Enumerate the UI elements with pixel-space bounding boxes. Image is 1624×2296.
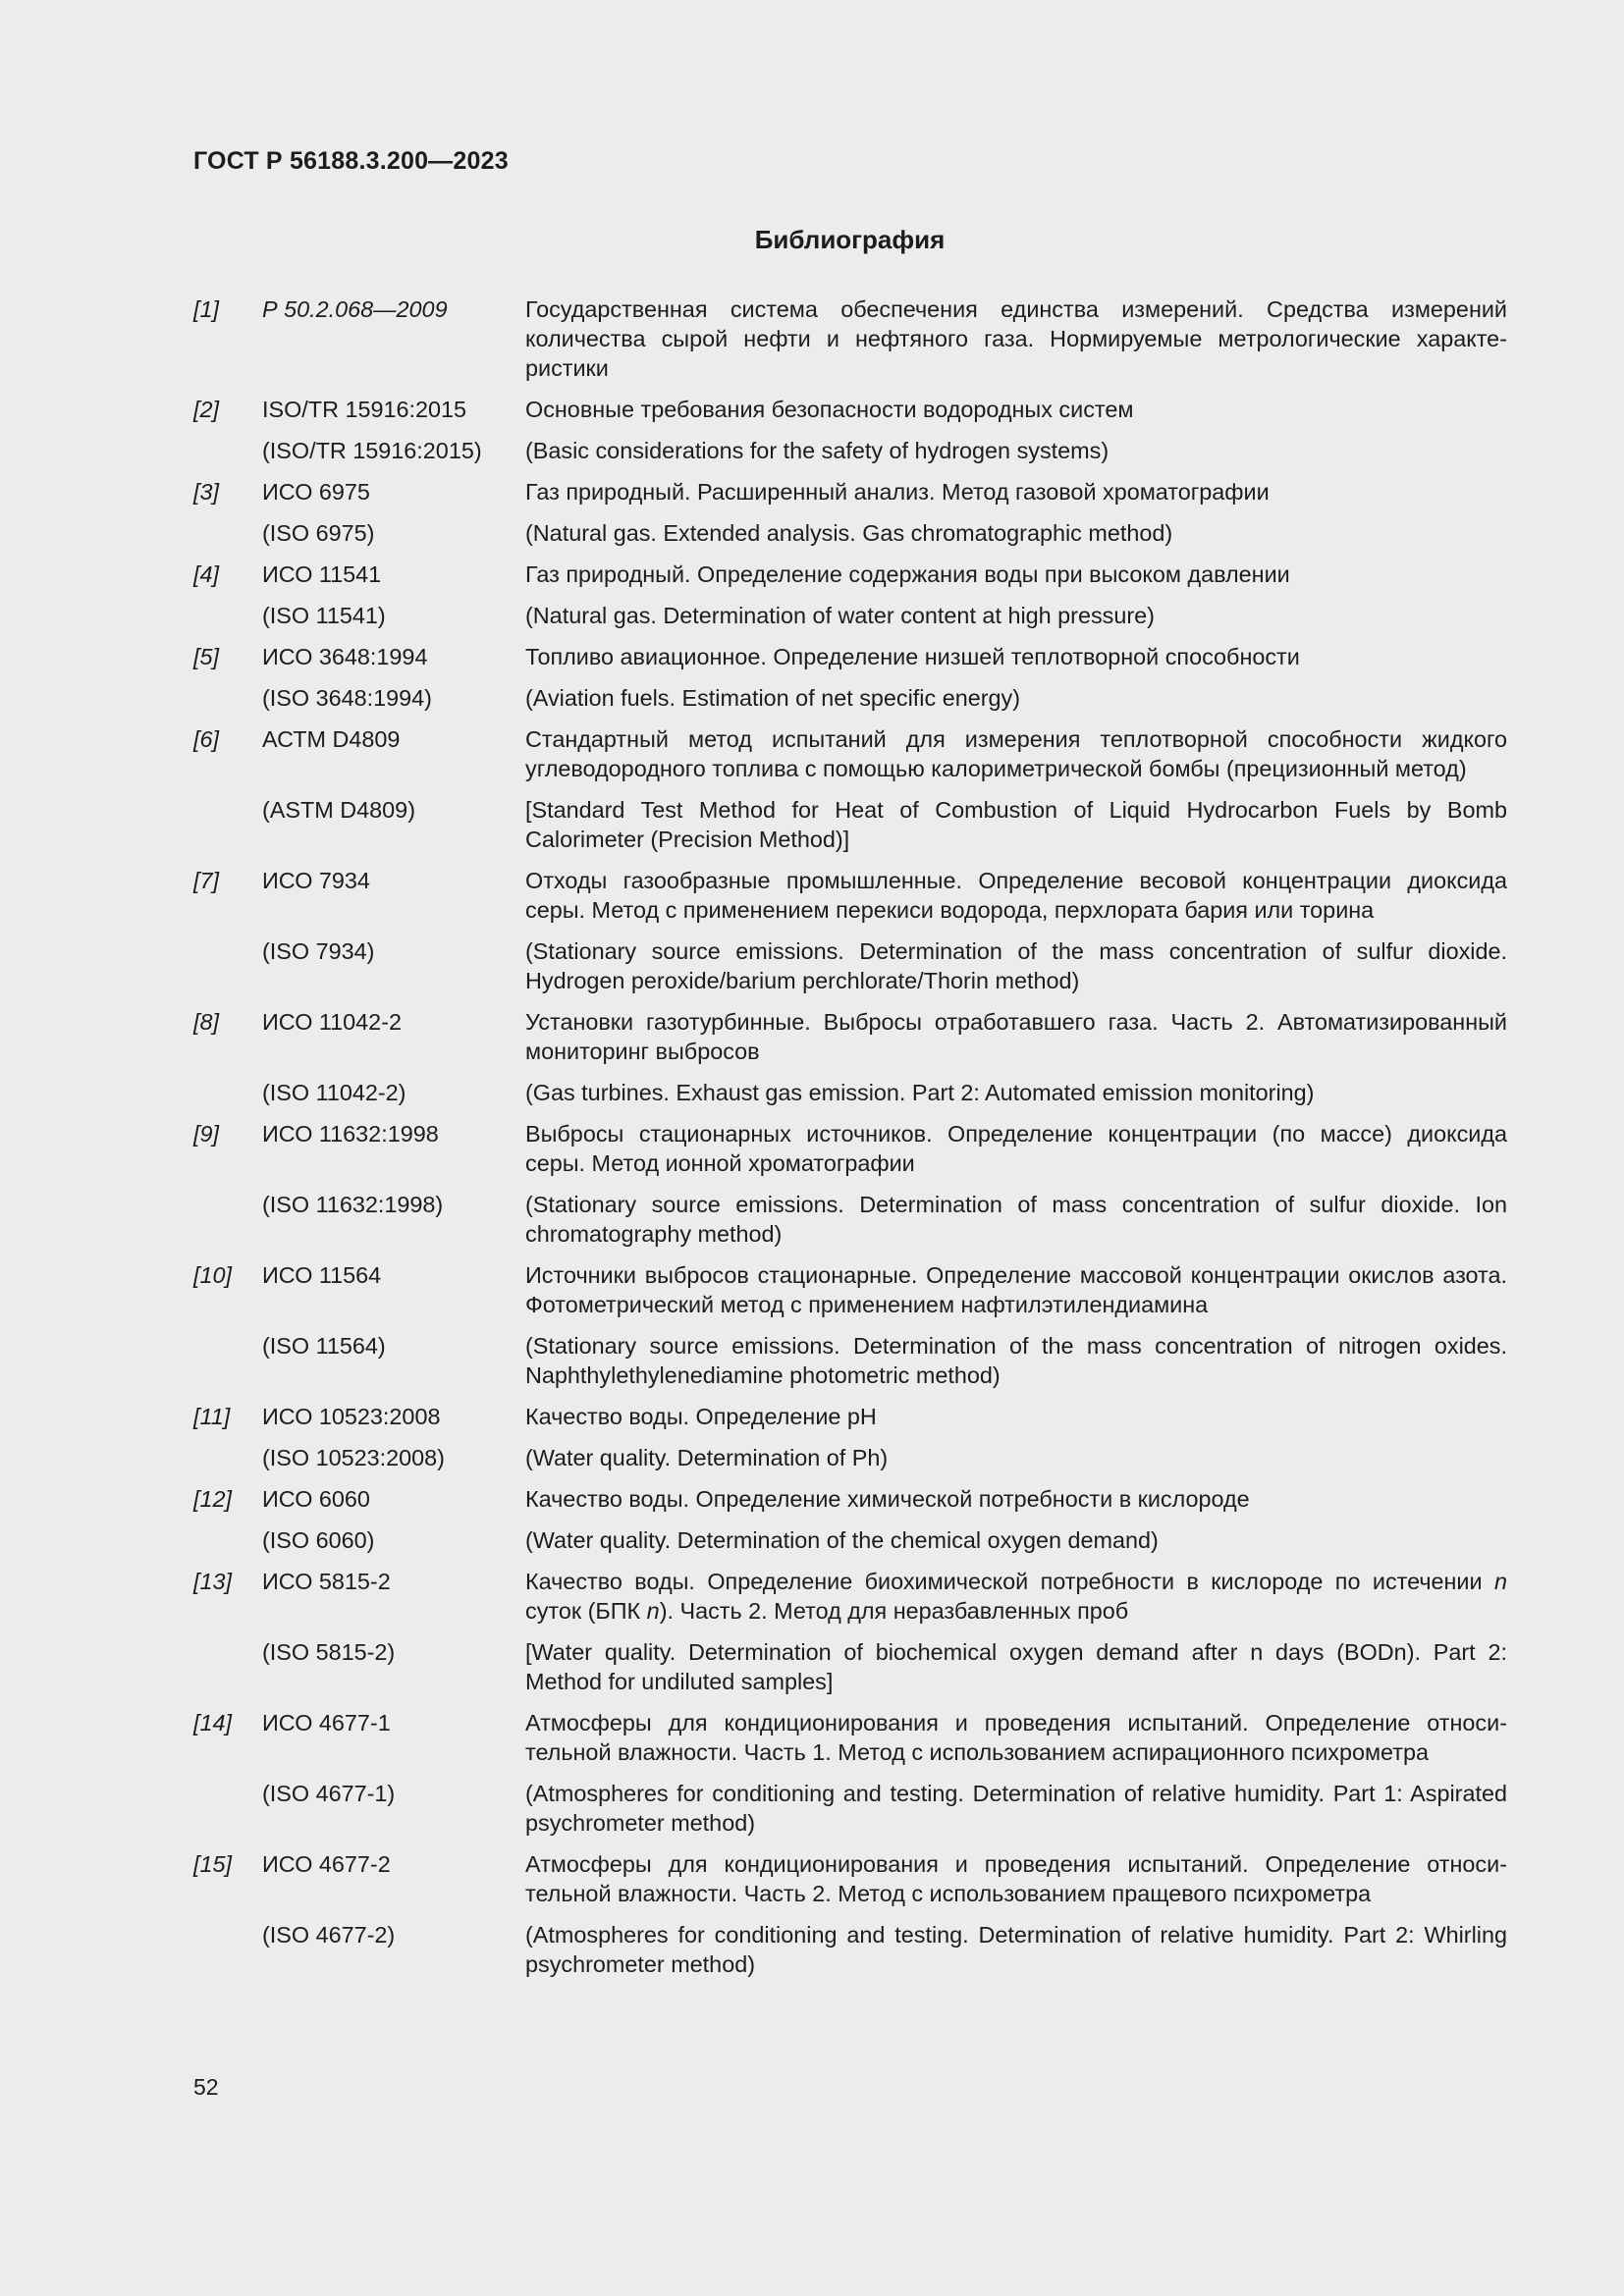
section-title: Библиография — [754, 225, 946, 254]
bibliography-entry — [193, 1443, 1507, 1472]
entry-standard-code: ИСО 7934 — [262, 868, 370, 893]
entry-title: (Basic considerations for the safety of hydrogen systems) — [525, 438, 1110, 463]
bibliography-entry — [193, 477, 1507, 507]
entry-number: [1] — [193, 296, 220, 322]
entry-number — [193, 1443, 262, 1472]
page-number: 52 — [193, 2074, 219, 2100]
bibliography-entry — [193, 518, 1507, 548]
entry-title-part: n — [1493, 1569, 1507, 1594]
entry-title: (Water quality. Determination of Ph) — [525, 1445, 889, 1470]
entry-standard-code: ИСО 6060 — [262, 1486, 370, 1512]
bibliography-entry — [193, 1007, 1507, 1066]
entry-title: (Atmospheres for conditioning and testing. Determination of relative humidity. Part 1: Aspirated psychrometer method) — [525, 1781, 1507, 1836]
entry-title: Топливо авиационное. Определение низшей теплотворной способности — [525, 644, 1300, 669]
bibliography-entry — [193, 866, 1507, 925]
entry-title: Основные требования безопасности водородных систем — [525, 397, 1134, 422]
entry-number — [193, 795, 262, 854]
entry-title: Атмосферы для кондиционирования и проведения испытаний. Определение относительной влажности. Часть 2. Метод с использованием пращевого психрометра — [525, 1851, 1507, 1906]
entry-standard-code: ИСО 11632:1998 — [262, 1121, 439, 1147]
entry-title: (Natural gas. Extended analysis. Gas chromatographic method) — [525, 520, 1173, 546]
entry-standard-code: ИСО 4677-2 — [262, 1851, 391, 1877]
entry-standard-code: ИСО 3648:1994 — [262, 644, 428, 669]
entry-standard-code: (ISO 11632:1998) — [262, 1192, 444, 1217]
entry-number: [5] — [193, 644, 220, 669]
entry-number — [193, 936, 262, 995]
bibliography-entry — [193, 1119, 1507, 1178]
bibliography-entry — [193, 1779, 1507, 1838]
entry-number — [193, 518, 262, 548]
bibliography-entry — [193, 1708, 1507, 1767]
entry-standard-code: (ISO 4677-1) — [262, 1781, 396, 1806]
entry-title: Качество воды. Определение химической потребности в кислороде — [525, 1486, 1250, 1512]
entry-standard-code: (ISO 6060) — [262, 1527, 375, 1553]
entry-standard-code: (ISO 4677-2) — [262, 1922, 396, 1948]
bibliography-entry — [193, 1331, 1507, 1390]
entry-number: [14] — [193, 1710, 233, 1735]
bibliography-entry — [193, 642, 1507, 671]
entry-standard-code: ИСО 10523:2008 — [262, 1404, 441, 1429]
entry-title: (Atmospheres for conditioning and testing. Determination of relative humidity. Part 2: Whirling psychrometer method) — [525, 1922, 1507, 1977]
bibliography-entry — [193, 436, 1507, 465]
bibliography-entry — [193, 795, 1507, 854]
entry-number — [193, 601, 262, 630]
bibliography-entry — [193, 1567, 1507, 1626]
entry-title: Установки газотурбинные. Выбросы отработавшего газа. Часть 2. Автоматизированный мониторинг выбросов — [525, 1009, 1507, 1064]
entry-standard-code: (ISO 11564) — [262, 1333, 386, 1359]
entry-title: (Water quality. Determination of the chemical oxygen demand) — [525, 1527, 1159, 1553]
entry-number: [9] — [193, 1121, 220, 1147]
entry-number: [8] — [193, 1009, 220, 1035]
document-header-code: ГОСТ Р 56188.3.200—2023 — [193, 147, 509, 175]
entry-number — [193, 436, 262, 465]
entry-number: [3] — [193, 479, 220, 505]
entry-number — [193, 1637, 262, 1696]
entry-standard-code: ISO/TR 15916:2015 — [262, 397, 467, 422]
bibliography-entry — [193, 1078, 1507, 1107]
entry-standard-code: (ASTM D4809) — [262, 797, 415, 823]
entry-number — [193, 1779, 262, 1838]
entry-number: [12] — [193, 1486, 233, 1512]
bibliography-entry — [193, 1849, 1507, 1908]
entry-number: [7] — [193, 868, 220, 893]
entry-standard-code: (ISO 11042-2) — [262, 1080, 406, 1105]
entry-title: (Gas turbines. Exhaust gas emission. Part 2: Automated emission monitoring) — [525, 1080, 1315, 1105]
entry-title-part: n — [646, 1598, 660, 1624]
entry-number — [193, 1331, 262, 1390]
entry-standard-code: (ISO 10523:2008) — [262, 1445, 445, 1470]
bibliography-entry — [193, 601, 1507, 630]
entry-number: [15] — [193, 1851, 233, 1877]
entry-title: Отходы газообразные промышленные. Определение весовой концентрации диоксида серы. Метод с применением перекиси водорода, перхлората бария или торина — [525, 868, 1507, 923]
entry-title: (Stationary source emissions. Determination of the mass concentration of nitrogen oxides. Naphthylethylenediamine photometric method) — [525, 1333, 1507, 1388]
entry-title-part: Качество воды. Определение биохимической потребности в кислороде по истечении — [525, 1569, 1494, 1594]
bibliography-entry — [193, 294, 1507, 383]
entry-title: (Aviation fuels. Estimation of net specific energy) — [525, 685, 1021, 711]
entry-title: Газ природный. Определение содержания воды при высоком давлении — [525, 561, 1290, 587]
entry-standard-code: (ISO/TR 15916:2015) — [262, 438, 482, 463]
entry-standard-code: ИСО 5815-2 — [262, 1569, 391, 1594]
entry-title: (Natural gas. Determination of water content at high pressure) — [525, 603, 1155, 628]
entry-title: Атмосферы для кондиционирования и проведения испытаний. Определение относительной влажности. Часть 1. Метод с использованием аспирационного психрометра — [525, 1710, 1507, 1765]
bibliography-entry — [193, 1260, 1507, 1319]
entry-standard-code: ИСО 11042-2 — [262, 1009, 402, 1035]
entry-number: [13] — [193, 1569, 233, 1594]
entry-standard-code: Р 50.2.068—2009 — [262, 296, 448, 322]
bibliography-entry — [193, 1920, 1507, 1979]
entry-title: Выбросы стационарных источников. Определение концентрации (по массе) диоксида серы. Метод ионной хроматографии — [525, 1121, 1507, 1176]
entry-title-part: ). Часть 2. Метод для неразбавленных проб — [659, 1598, 1129, 1624]
bibliography-entry — [193, 683, 1507, 713]
entry-number: [2] — [193, 397, 220, 422]
entry-title: Государственная система обеспечения единства измерений. Средства измерений количества сырой нефти и нефтяного газа. Нормируемые метрологические характеристики — [525, 296, 1507, 381]
entry-number — [193, 1525, 262, 1555]
entry-title-part: суток (БПК — [525, 1598, 647, 1624]
bibliography-entry — [193, 395, 1507, 424]
entry-title: (Stationary source emissions. Determination of mass concentration of sulfur dioxide. Ion chromatography method) — [525, 1192, 1507, 1247]
entry-standard-code: ИСО 6975 — [262, 479, 370, 505]
entry-title: Качество воды. Определение pH — [525, 1404, 877, 1429]
entry-title: Источники выбросов стационарные. Определение массовой концентрации окислов азота. Фотометрический метод с применением нафтилэтилендиамина — [525, 1262, 1507, 1317]
entry-number — [193, 1190, 262, 1249]
entry-number — [193, 1920, 262, 1979]
entry-standard-code: (ISO 5815-2) — [262, 1639, 396, 1665]
entry-number: [6] — [193, 726, 220, 752]
entry-title: [Water quality. Determination of biochemical oxygen demand after n days (BODn). Part 2: Method for undiluted samples] — [525, 1639, 1507, 1694]
entry-title — [525, 1567, 1507, 1626]
bibliography-entry — [193, 1637, 1507, 1696]
bibliography-entry — [193, 1190, 1507, 1249]
entry-standard-code: АСТМ D4809 — [262, 726, 401, 752]
bibliography-entry — [193, 724, 1507, 783]
entry-standard-code: (ISO 7934) — [262, 938, 375, 964]
entry-number: [4] — [193, 561, 220, 587]
bibliography-entry — [193, 1525, 1507, 1555]
entry-standard-code: ИСО 4677-1 — [262, 1710, 391, 1735]
bibliography-list — [193, 294, 1507, 1991]
entry-title: (Stationary source emissions. Determination of the mass concentration of sulfur dioxide. Hydrogen peroxide/barium perchlorate/Thorin method) — [525, 938, 1507, 993]
bibliography-entry — [193, 560, 1507, 589]
entry-standard-code: ИСО 11541 — [262, 561, 382, 587]
entry-number: [10] — [193, 1262, 233, 1288]
bibliography-entry — [193, 1484, 1507, 1514]
entry-standard-code: (ISO 11541) — [262, 603, 386, 628]
entry-title: [Standard Test Method for Heat of Combustion of Liquid Hydrocarbon Fuels by Bomb Calorimeter (Precision Method)] — [525, 797, 1507, 852]
bibliography-entry — [193, 936, 1507, 995]
entry-title: Стандартный метод испытаний для измерения теплотворной способности жидкого углеводородного топлива с помощью калориметрической бомбы (прецизионный метод) — [525, 726, 1507, 781]
entry-number — [193, 683, 262, 713]
entry-standard-code: (ISO 6975) — [262, 520, 375, 546]
entry-title: Газ природный. Расширенный анализ. Метод газовой хроматографии — [525, 479, 1270, 505]
entry-number — [193, 1078, 262, 1107]
entry-number: [11] — [193, 1404, 231, 1429]
bibliography-entry — [193, 1402, 1507, 1431]
entry-standard-code: ИСО 11564 — [262, 1262, 382, 1288]
entry-standard-code: (ISO 3648:1994) — [262, 685, 432, 711]
